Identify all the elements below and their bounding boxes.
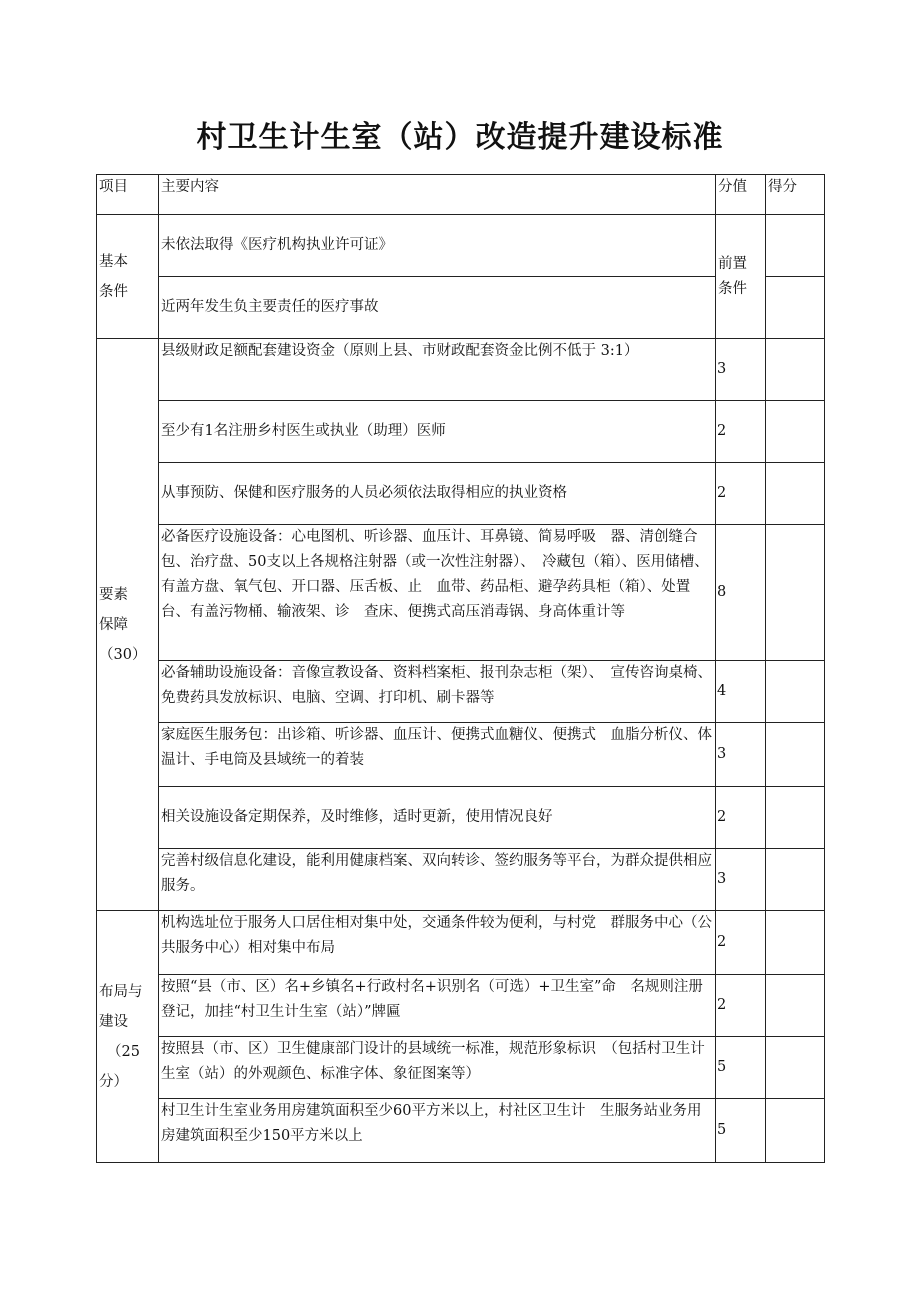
score-cell: 3 <box>716 723 766 787</box>
content-cell: 按照县（市、区）卫生健康部门设计的县域统一标准，规范形象标识 （包括村卫生计生室（站）的外观颜色、标准字体、象征图案等） <box>159 1037 716 1099</box>
score-cell: 3 <box>716 849 766 911</box>
content-cell: 必备医疗设施设备：心电图机、听诊器、血压计、耳鼻镜、简易呼吸 器、清创缝合包、治疗盘、50支以上各规格注射器（或一次性注射器）、 冷藏包（箱）、医用储槽、有盖方盘、氧气包、开口器、压舌板、止 血带、药品柜、避孕药具柜（箱）、处置台、有盖污物桶、输液架、诊 查床、便携式高压消毒锅、身高体重计等 <box>159 525 716 661</box>
score-cell: 3 <box>716 339 766 401</box>
content-cell: 按照“县（市、区）名+乡镇名+行政村名+识别名（可选）+卫生室”命 名规则注册登记，加挂“村卫生计生室（站）”牌匾 <box>159 975 716 1037</box>
category-basic: 基本 条件 <box>97 215 159 339</box>
score-cell: 2 <box>716 401 766 463</box>
got-cell <box>766 849 825 911</box>
table-row <box>97 911 825 975</box>
table-row <box>97 525 825 661</box>
table-row <box>97 401 825 463</box>
got-cell <box>766 911 825 975</box>
table-row <box>97 463 825 525</box>
table-row <box>97 277 825 339</box>
table-row <box>97 849 825 911</box>
header-item: 项目 <box>97 175 159 215</box>
content-cell: 家庭医生服务包：出诊箱、听诊器、血压计、便携式血糖仪、便携式 血脂分析仪、体温计、手电筒及县域统一的着装 <box>159 723 716 787</box>
content-cell: 近两年发生负主要责任的医疗事故 <box>159 277 716 339</box>
table-row <box>97 339 825 401</box>
got-cell <box>766 215 825 277</box>
score-cell: 前置 条件 <box>716 215 766 339</box>
score-cell: 5 <box>716 1037 766 1099</box>
document-title: 村卫生计生室（站）改造提升建设标准 <box>196 120 724 155</box>
score-cell: 4 <box>716 661 766 723</box>
score-cell: 5 <box>716 1099 766 1163</box>
score-cell: 2 <box>716 787 766 849</box>
standards-table <box>96 174 825 1163</box>
table-row <box>97 1099 825 1163</box>
table-row <box>97 661 825 723</box>
table-header-row <box>97 175 825 215</box>
got-cell <box>766 525 825 661</box>
table-row <box>97 1037 825 1099</box>
score-cell: 2 <box>716 911 766 975</box>
content-cell: 完善村级信息化建设，能利用健康档案、双向转诊、签约服务等平台，为群众提供相应服务。 <box>159 849 716 911</box>
got-cell <box>766 1037 825 1099</box>
content-cell: 机构选址位于服务人口居住相对集中处，交通条件较为便利，与村党 群服务中心（公共服务中心）相对集中布局 <box>159 911 716 975</box>
got-cell <box>766 975 825 1037</box>
header-score: 分值 <box>716 175 766 215</box>
content-cell: 未依法取得《医疗机构执业许可证》 <box>159 215 716 277</box>
score-cell: 2 <box>716 463 766 525</box>
got-cell <box>766 277 825 339</box>
content-cell: 必备辅助设施设备：音像宣教设备、资料档案柜、报刊杂志柜（架）、 宣传咨询桌椅、免费药具发放标识、电脑、空调、打印机、刷卡器等 <box>159 661 716 723</box>
got-cell <box>766 661 825 723</box>
got-cell <box>766 787 825 849</box>
score-cell: 8 <box>716 525 766 661</box>
table-row <box>97 787 825 849</box>
header-content: 主要内容 <box>159 175 716 215</box>
table-row <box>97 215 825 277</box>
score-cell: 2 <box>716 975 766 1037</box>
category-layout: 布局与 建设 （25 分） <box>97 911 159 1163</box>
got-cell <box>766 339 825 401</box>
got-cell <box>766 401 825 463</box>
content-cell: 县级财政足额配套建设资金（原则上县、市财政配套资金比例不低于 3:1） <box>159 339 716 401</box>
got-cell <box>766 463 825 525</box>
content-cell: 村卫生计生室业务用房建筑面积至少60平方米以上，村社区卫生计 生服务站业务用房建筑面积至少150平方米以上 <box>159 1099 716 1163</box>
header-got: 得分 <box>766 175 825 215</box>
content-cell: 至少有1名注册乡村医生或执业（助理）医师 <box>159 401 716 463</box>
category-support: 要素 保障 （30） <box>97 339 159 911</box>
got-cell <box>766 1099 825 1163</box>
content-cell: 从事预防、保健和医疗服务的人员必须依法取得相应的执业资格 <box>159 463 716 525</box>
table-row <box>97 975 825 1037</box>
table-row <box>97 723 825 787</box>
got-cell <box>766 723 825 787</box>
content-cell: 相关设施设备定期保养，及时维修，适时更新，使用情况良好 <box>159 787 716 849</box>
